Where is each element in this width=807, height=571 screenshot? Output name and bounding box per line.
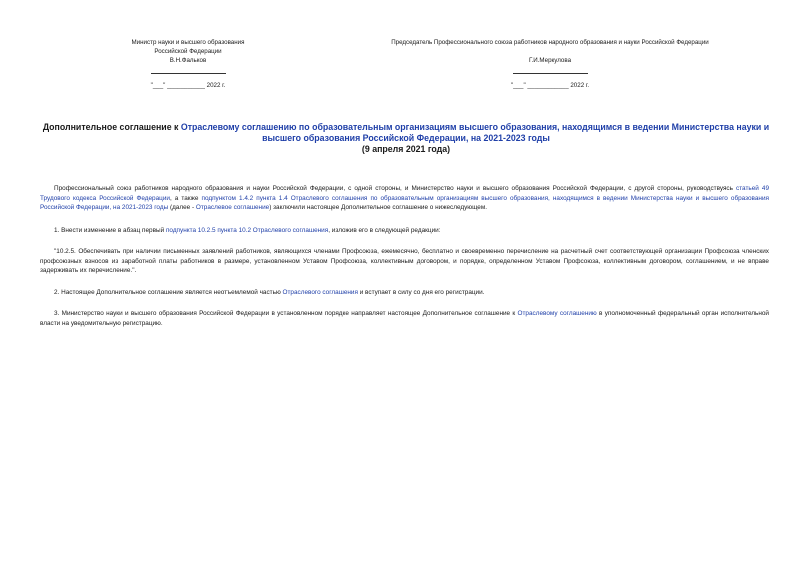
- signature-block-minister: [108, 38, 268, 90]
- paragraph-quote: "10.2.5. Обеспечивать при наличии письменных заявлений работников, являющихся членами Профсоюза, ежемесячно, бесплатно и своевременно перечисление на расчетный счет соответствующей организации Профсоюза членских профсоюзных взносов из заработной платы работников в размере, установленном Уставом Профсоюза, коллективным договором, и порядке, определенном Уставом Профсоюза, коллективным договором, соглашением, и не вправе задерживать их перечисление.".: [40, 248, 769, 275]
- link-labor-code-article-49[interactable]: статьей 49 Трудового кодекса Российской Федерации: [40, 185, 769, 202]
- chairman-date: "___" ____________ 2022 г.: [510, 82, 590, 89]
- item2-text-1: 2. Настоящее Дополнительное соглашение является неотъемлемой частью: [54, 289, 283, 296]
- minister-position-line1: Министр науки и высшего образования: [131, 39, 245, 46]
- title-date: (9 апреля 2021 года): [361, 144, 451, 154]
- preamble-text-1: Профессиональный союз работников народного образования и науки Российской Федерации, с одной стороны, и Министерство науки и высшего образования Российской Федерации, с другой стороны, руководствуясь: [54, 185, 736, 192]
- item3-text-1: 3. Министерство науки и высшего образования Российской Федерации в установленном порядке направляет настоящее Дополнительное соглашение к: [54, 310, 518, 317]
- link-subitem-10-2-5[interactable]: подпункта 10.2.5 пункта 10.2 Отраслевого соглашения: [165, 227, 329, 234]
- link-industry-agreement[interactable]: Отраслевое соглашение: [195, 204, 270, 212]
- chairman-position: Председатель Профессионального союза работников народного образования и науки Российской Федерации: [391, 39, 709, 46]
- chairman-signature-line: [513, 73, 588, 74]
- item3-text-2: в уполномоченный федеральный орган исполнительной власти на уведомительную регистрацию.: [40, 310, 769, 327]
- document-title: [38, 122, 774, 155]
- preamble-text-4: ) заключили настоящее Дополнительное соглашение о нижеследующем.: [269, 204, 487, 212]
- link-industry-agreement-2[interactable]: Отраслевого соглашения: [282, 289, 358, 296]
- signature-block-chairman: [350, 38, 750, 90]
- link-industry-agreement-3[interactable]: Отраслевому соглашению: [517, 310, 597, 317]
- item1-text-1: 1. Внести изменение в абзац первый: [54, 227, 166, 234]
- chairman-name: Г.И.Меркулова: [528, 57, 572, 64]
- link-subitem-1-4-2[interactable]: подпунктом 1.4.2 пункта 1.4 Отраслевого соглашения по образовательным организациям высшего образования, находящимся в ведении Министерства науки и высшего образования Российской Федерации, на 2021-2023 годы: [40, 194, 769, 212]
- minister-name: В.Н.Фальков: [169, 57, 207, 64]
- item1-text-2: , изложив его в следующей редакции:: [328, 227, 441, 234]
- title-link-industry-agreement[interactable]: Отраслевому соглашению по образовательным организациям высшего образования, находящимся в ведении Министерства науки и высшего образования Российской Федерации, на 2021-2023 годы: [180, 122, 770, 143]
- preamble-text-3: (далее -: [168, 204, 196, 212]
- minister-signature-line: [151, 73, 226, 74]
- minister-date: "___" ___________ 2022 г.: [150, 82, 226, 89]
- paragraph-preamble: [40, 184, 769, 213]
- title-prefix: Дополнительное соглашение к: [42, 122, 181, 132]
- paragraph-item-2: [40, 288, 769, 298]
- minister-position-line2: Российской Федерации: [154, 48, 222, 55]
- paragraph-item-3: [40, 309, 769, 328]
- preamble-text-2: , а также: [169, 194, 202, 202]
- paragraph-item-1: [40, 226, 769, 236]
- item2-text-2: и вступает в силу со дня его регистрации.: [357, 289, 485, 296]
